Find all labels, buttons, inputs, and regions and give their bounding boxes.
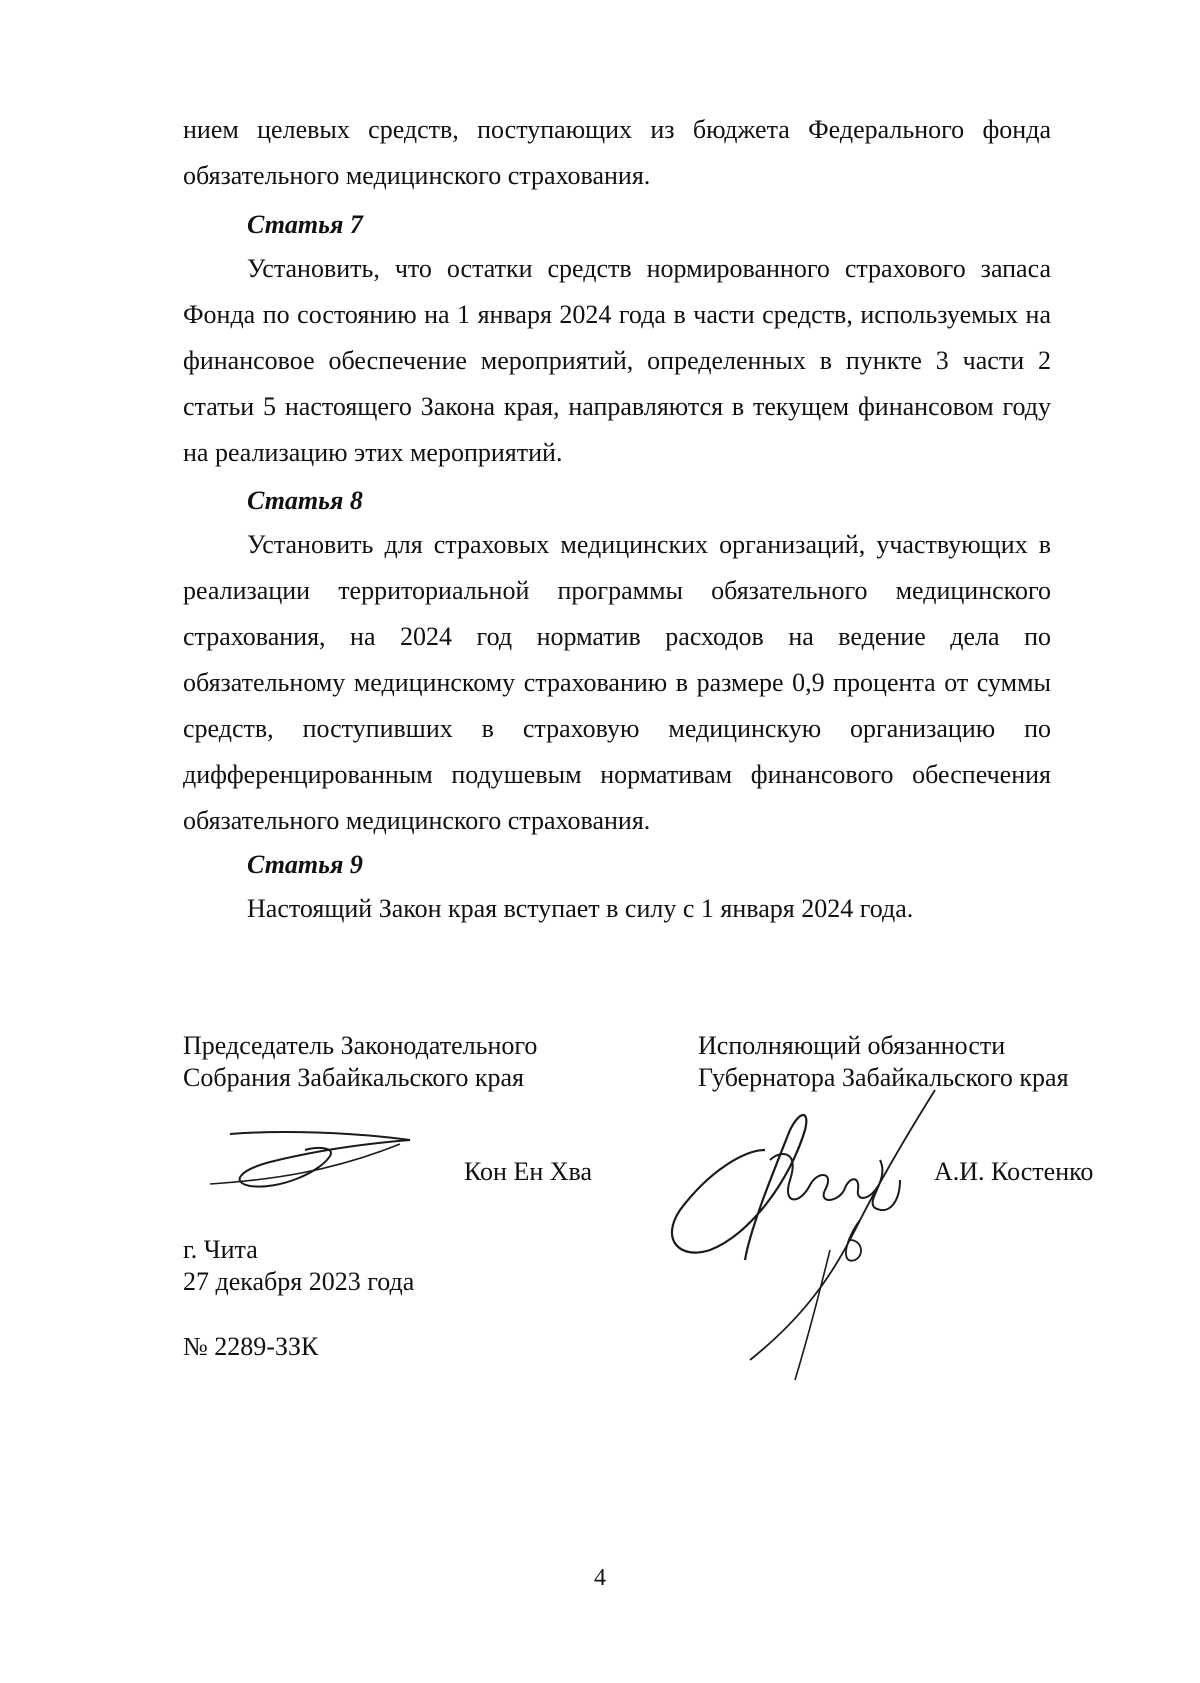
article-8-text: Установить для страховых медицинских организаций, участвующих в реализации территориальной программы обязательного медицинского страхования, на 2024 год норматив расходов на ведение дела по обязательному медицинскому страхованию в размере 0,9 процента от суммы средств, поступивших в страховую медицинскую организацию по дифференцированным подушевым нормативам финансового обеспечения обязательного медицинского страхования. bbox=[183, 530, 1051, 835]
article-7-heading: Статья 7 bbox=[247, 210, 363, 239]
signing-date: 27 декабря 2023 года bbox=[183, 1267, 415, 1296]
right-signatory-name: А.И. Костенко bbox=[934, 1157, 1094, 1186]
page-number: 4 bbox=[594, 1565, 606, 1591]
article-8-heading: Статья 8 bbox=[247, 486, 363, 515]
left-signatory-title-line2: Собрания Забайкальского края bbox=[183, 1063, 524, 1092]
left-signatory-title-line1: Председатель Законодательного bbox=[183, 1031, 538, 1060]
right-signatory-title-line2: Губернатора Забайкальского края bbox=[698, 1063, 1069, 1092]
left-signature bbox=[210, 1120, 420, 1200]
left-signatory-name: Кон Ен Хва bbox=[464, 1157, 593, 1186]
right-signature bbox=[650, 1090, 940, 1380]
article-7-text: Установить, что остатки средств нормированного страхового запаса Фонда по состоянию на 1 января 2024 года в части средств, используемых на финансовое обеспечение мероприятий, определенных в пункте 3 части 2 статьи 5 настоящего Закона края, направляются в текущем финансовом году на реализацию этих мероприятий. bbox=[183, 254, 1051, 467]
right-signatory-title-line1: Исполняющий обязанности bbox=[698, 1031, 1006, 1060]
city: г. Чита bbox=[183, 1235, 258, 1264]
continuation-paragraph: нием целевых средств, поступающих из бюджета Федерального фонда обязательного медицинского страхования. bbox=[183, 115, 1051, 190]
article-9-heading: Статья 9 bbox=[247, 850, 363, 879]
law-number: № 2289-ЗЗК bbox=[183, 1332, 319, 1361]
article-9-text: Настоящий Закон края вступает в силу с 1 января 2024 года. bbox=[247, 894, 914, 923]
